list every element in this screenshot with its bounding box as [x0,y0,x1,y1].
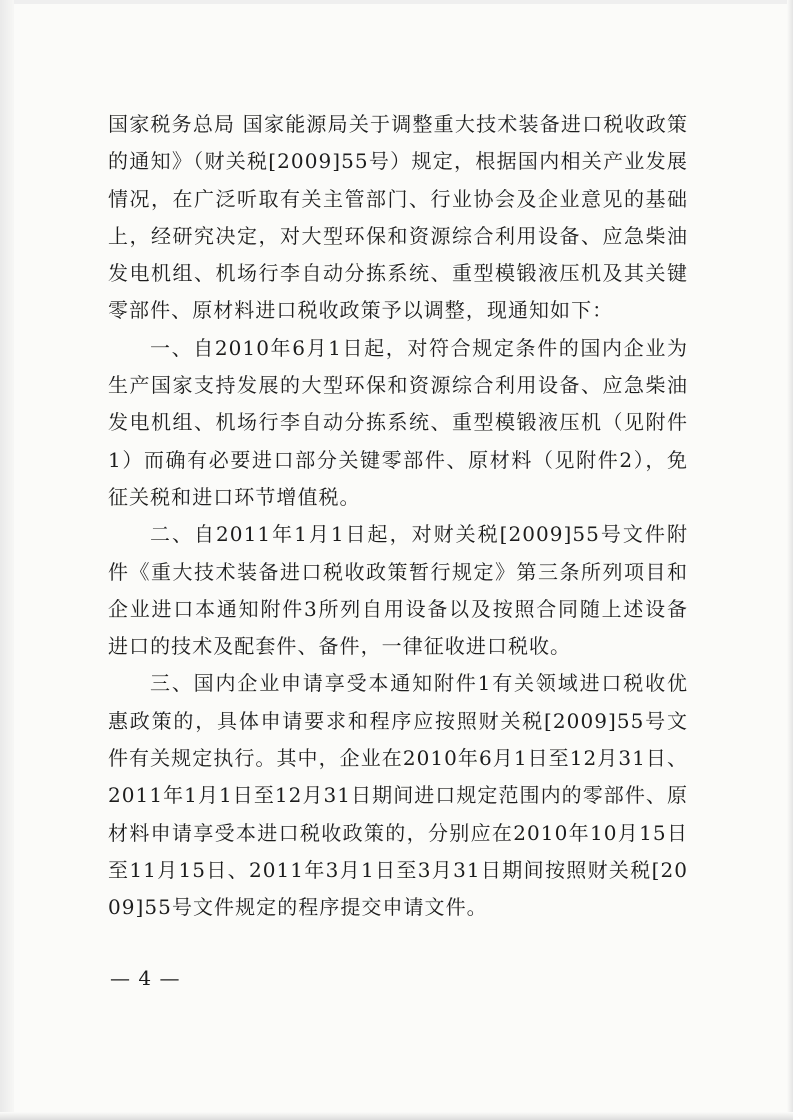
page-number: — 4 — [110,966,181,990]
paragraph-item-2: 二、自2011年1月1日起，对财关税[2009]55号文件附件《重大技术装备进口税收政策暂行规定》第三条所列项目和企业进口本通知附件3所列自用设备以及按照合同随上述设备进口的技术及配套件、备件，一律征收进口税收。 [108,522,688,659]
paragraph-intro-continuation: 国家税务总局 国家能源局关于调整重大技术装备进口税收政策的通知》（财关税[2009]55号）规定，根据国内相关产业发展情况，在广泛听取有关主管部门、行业协会及企业意见的基础上，经研究决定，对大型环保和资源综合利用设备、应急柴油发电机组、机场行李自动分拣系统、重型模锻液压机及其关键零部件、原材料进口税收政策予以调整，现通知如下： [108,112,688,323]
scan-edge-bottom [0,1112,793,1120]
paragraph-item-1: 一、自2010年6月1日起，对符合规定条件的国内企业为生产国家支持发展的大型环保和资源综合利用设备、应急柴油发电机组、机场行李自动分拣系统、重型模锻液压机（见附件1）而确有必要进口部分关键零部件、原材料（见附件2），免征关税和进口环节增值税。 [108,335,688,509]
document-body [108,106,688,927]
scan-edge-right [787,0,793,1120]
paragraph-item-3: 三、国内企业申请享受本通知附件1有关领域进口税收优惠政策的，具体申请要求和程序应按照财关税[2009]55号文件有关规定执行。其中，企业在2010年6月1日至12月31日、2011年1月1日至12月31日期间进口规定范围内的零部件、原材料申请享受本进口税收政策的，分别应在2010年10月15日至11月15日、2011年3月1日至3月31日期间按照财关税[2009]55号文件规定的程序提交申请文件。 [108,671,688,920]
scan-edge-top [0,0,793,4]
scan-edge-left [0,0,14,1120]
